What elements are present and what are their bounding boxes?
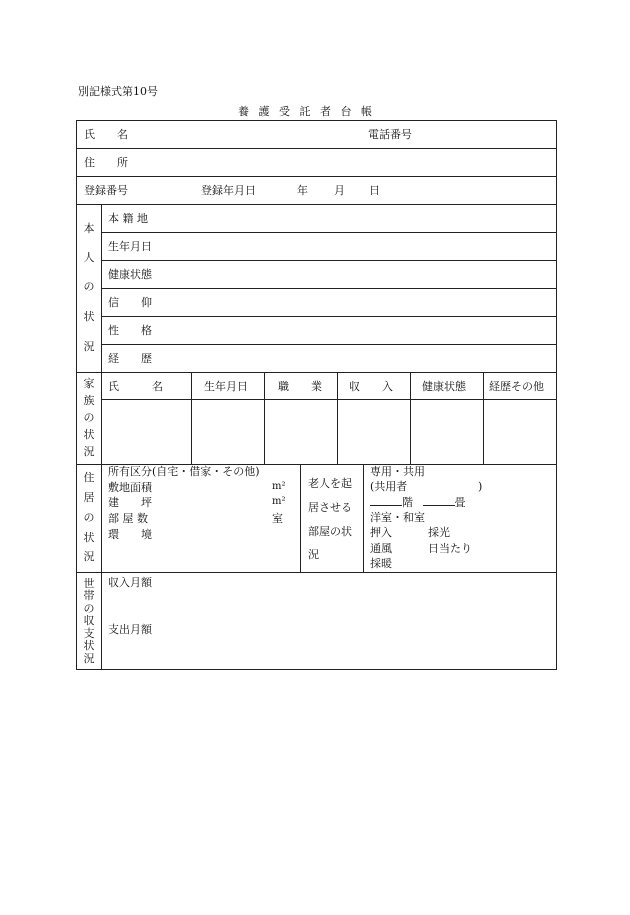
family-col-other: 経歴その他: [489, 380, 544, 393]
personal-side-1: 本: [83, 222, 95, 235]
floor-area-unit: m²: [272, 496, 286, 507]
floor-tatami-row: [370, 496, 466, 508]
address-label: 住 所: [84, 156, 128, 169]
rooms-unit: 室: [272, 512, 283, 525]
housing-side-4: 状: [83, 531, 95, 544]
personal-item: 本 籍 地: [108, 212, 148, 225]
rooms-label: 部 屋 数: [108, 512, 148, 525]
floor-label: 階: [402, 496, 413, 509]
family-side-5: 況: [83, 445, 95, 458]
family-side-2: 族: [83, 394, 95, 407]
personal-item: 生年月日: [108, 240, 152, 253]
day-label: 日: [369, 184, 380, 197]
room-type-label: 洋室・和室: [370, 511, 425, 524]
name-label: 氏 名: [84, 128, 128, 141]
family-col-job: 職 業: [278, 380, 322, 393]
finance-side-5: 支: [83, 627, 95, 640]
housing-side-5: 況: [83, 550, 95, 563]
family-col-health: 健康状態: [422, 380, 466, 393]
ownership-label: 所有区分(自宅・借家・その他): [108, 465, 260, 478]
elder-room-label-4: 況: [308, 548, 319, 561]
reg-no-label: 登録番号: [84, 184, 128, 197]
phone-label: 電話番号: [368, 128, 412, 141]
family-side-1: 家: [83, 377, 95, 390]
site-area-label: 敷地面積: [108, 481, 152, 494]
closet-label: 押入: [370, 526, 392, 539]
floor-blank: [370, 496, 402, 506]
family-col-income: 収 入: [349, 380, 393, 393]
shared-close: ): [478, 480, 483, 493]
tatami-label: 畳: [454, 496, 466, 509]
personal-item: 信 仰: [108, 296, 152, 309]
personal-item: 経 歴: [108, 352, 152, 365]
reg-date-label: 登録年月日: [201, 184, 256, 197]
form-title: 養 護 受 託 者 台 帳: [238, 105, 375, 118]
tatami-blank: [423, 496, 455, 506]
family-col-birth: 生年月日: [204, 380, 248, 393]
site-area-unit: m²: [272, 481, 286, 492]
housing-side-3: の: [83, 511, 95, 524]
finance-side-7: 況: [83, 652, 95, 665]
month-label: 月: [334, 184, 345, 197]
elder-room-label-1: 老人を起: [308, 477, 352, 490]
shared-label: (共用者: [370, 480, 408, 493]
personal-item: 健康状態: [108, 268, 152, 281]
personal-item: 性 格: [108, 324, 152, 337]
finance-side-6: 状: [83, 639, 95, 652]
finance-side-3: の: [83, 602, 95, 615]
expense-label: 支出月額: [108, 623, 152, 636]
elder-room-label-3: 部屋の状: [308, 525, 352, 538]
floor-area-label: 建 坪: [108, 496, 152, 509]
finance-side-2: 帯: [83, 589, 95, 602]
elder-room-label-2: 居させる: [308, 501, 352, 514]
year-label: 年: [297, 184, 308, 197]
personal-side-2: 人: [83, 251, 95, 264]
personal-side-5: 況: [83, 340, 95, 353]
heating-label: 採暖: [370, 557, 392, 570]
use-label: 専用・共用: [370, 465, 425, 478]
environment-label: 環 境: [108, 528, 152, 541]
family-side-4: 状: [83, 428, 95, 441]
lighting-label: 採光: [428, 526, 450, 539]
personal-side-3: の: [83, 280, 95, 293]
family-side-3: の: [83, 411, 95, 424]
ventilation-label: 通風: [370, 542, 392, 555]
income-label: 収入月額: [108, 576, 152, 589]
form-number: 別記様式第10号: [78, 85, 158, 98]
finance-side-4: 収: [83, 614, 95, 627]
housing-side-1: 住: [83, 471, 95, 484]
sunlight-label: 日当たり: [428, 542, 472, 555]
finance-side-1: 世: [83, 577, 95, 590]
housing-side-2: 居: [83, 491, 95, 504]
personal-side-4: 状: [83, 310, 95, 323]
family-col-name: 氏 名: [108, 380, 163, 393]
